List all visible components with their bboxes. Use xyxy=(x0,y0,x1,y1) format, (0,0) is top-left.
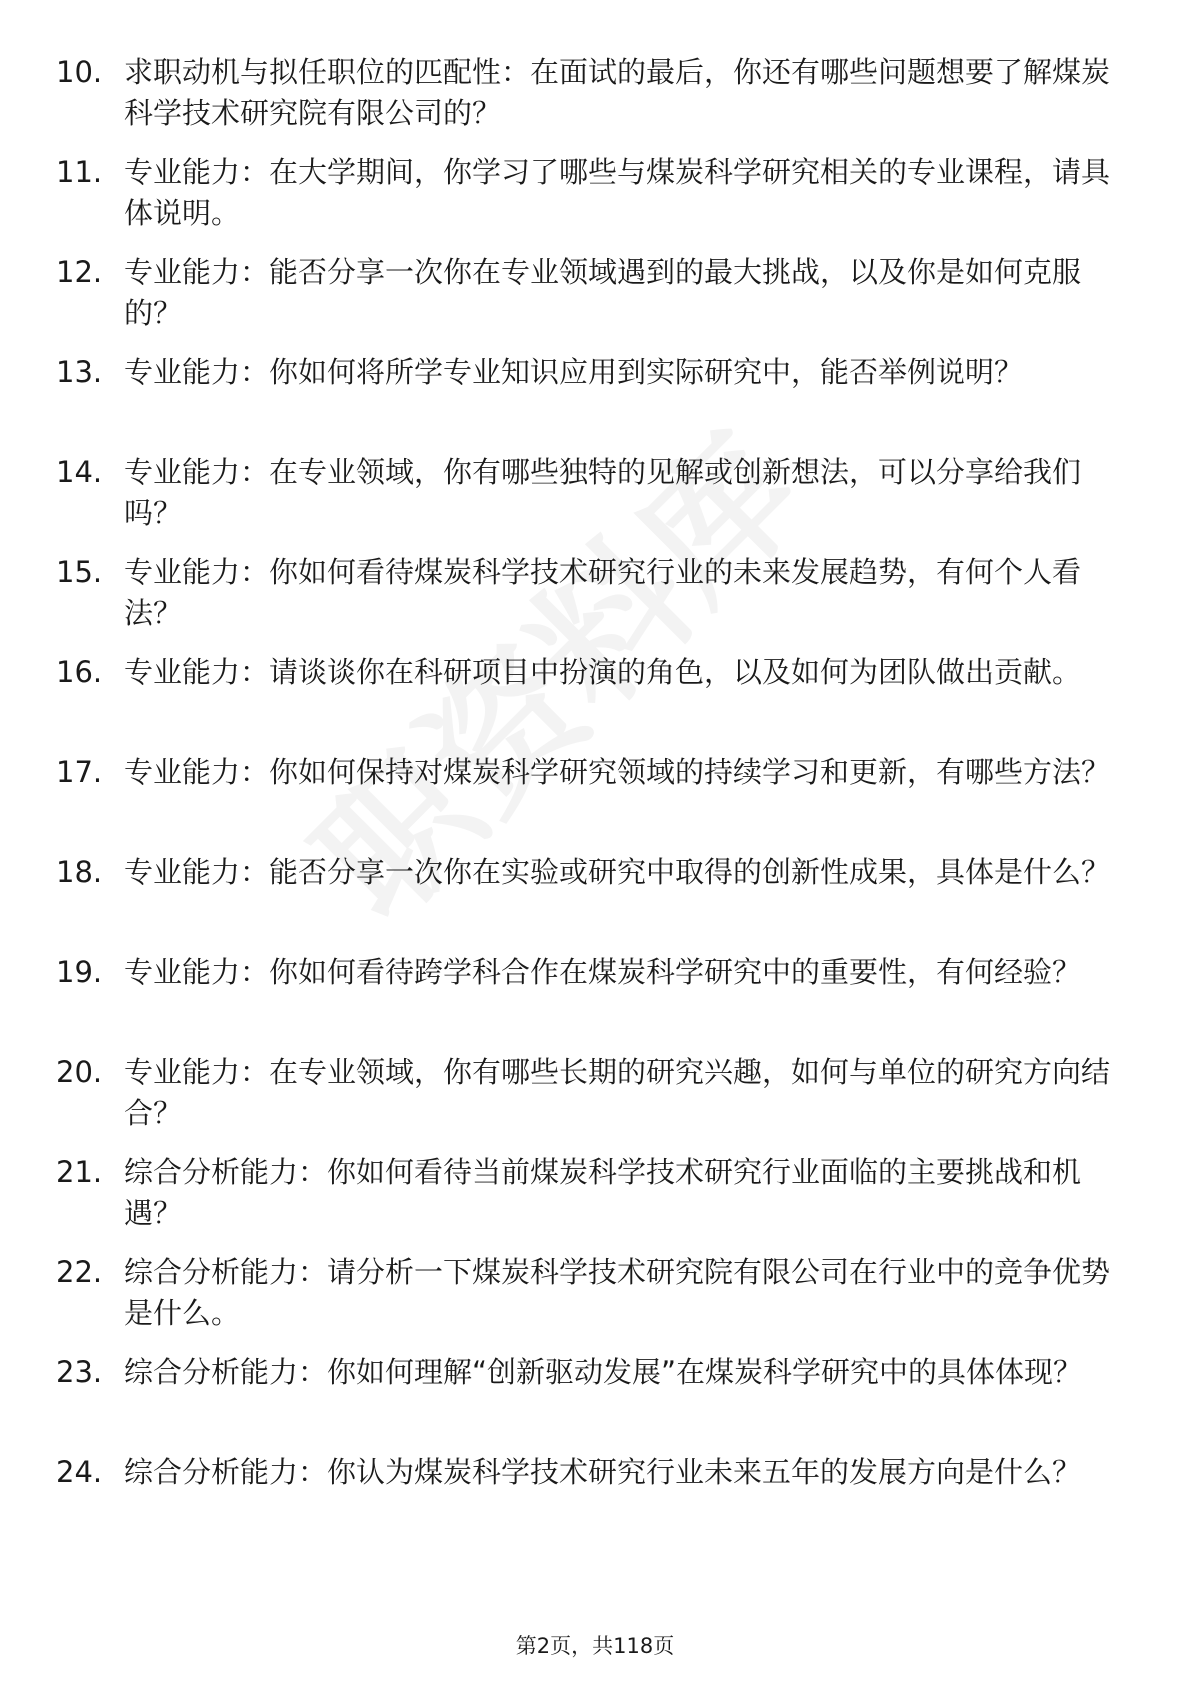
question-number: 13. xyxy=(56,355,103,389)
question-text: 专业能力：请谈谈你在科研项目中扮演的角色，以及如何为团队做出贡献。 xyxy=(124,655,1082,689)
question-number: 24. xyxy=(56,1455,103,1489)
question-number: 16. xyxy=(56,655,103,689)
list-item xyxy=(56,152,1116,252)
question-text: 综合分析能力：你如何理解“创新驱动发展”在煤炭科学研究中的具体体现？ xyxy=(124,1355,1083,1389)
question-text: 专业能力：在专业领域，你有哪些独特的见解或创新想法，可以分享给我们吗？ xyxy=(124,455,1082,530)
question-number: 15. xyxy=(56,555,103,589)
question-number: 18. xyxy=(56,855,103,889)
list-item xyxy=(56,752,1116,852)
question-list xyxy=(56,52,1116,1552)
list-item xyxy=(56,552,1116,652)
question-number: 11. xyxy=(56,155,103,189)
question-text: 专业能力：能否分享一次你在实验或研究中取得的创新性成果，具体是什么？ xyxy=(124,855,1111,889)
list-item xyxy=(56,852,1116,952)
question-number: 17. xyxy=(56,755,103,789)
question-number: 19. xyxy=(56,955,103,989)
question-text: 综合分析能力：你如何看待当前煤炭科学技术研究行业面临的主要挑战和机遇？ xyxy=(124,1155,1082,1230)
question-text: 专业能力：在大学期间，你学习了哪些与煤炭科学研究相关的专业课程，请具体说明。 xyxy=(124,155,1111,230)
page-indicator: 第2页，共118页 xyxy=(515,1634,675,1658)
question-text: 综合分析能力：请分析一下煤炭科学技术研究院有限公司在行业中的竞争优势是什么。 xyxy=(124,1255,1111,1330)
question-text: 专业能力：你如何将所学专业知识应用到实际研究中，能否举例说明？ xyxy=(124,355,1024,389)
question-number: 22. xyxy=(56,1255,103,1289)
question-text: 专业能力：在专业领域，你有哪些长期的研究兴趣，如何与单位的研究方向结合？ xyxy=(124,1055,1111,1130)
question-text: 综合分析能力：你认为煤炭科学技术研究行业未来五年的发展方向是什么？ xyxy=(124,1455,1082,1489)
list-item xyxy=(56,352,1116,452)
list-item xyxy=(56,1452,1116,1552)
list-item xyxy=(56,1352,1116,1452)
question-number: 20. xyxy=(56,1055,103,1089)
list-item xyxy=(56,1152,1116,1252)
question-number: 23. xyxy=(56,1355,103,1389)
question-number: 12. xyxy=(56,255,103,289)
question-number: 21. xyxy=(56,1155,103,1189)
question-text: 专业能力：你如何看待煤炭科学技术研究行业的未来发展趋势，有何个人看法？ xyxy=(124,555,1082,630)
list-item xyxy=(56,1252,1116,1352)
list-item xyxy=(56,1052,1116,1152)
question-text: 专业能力：你如何看待跨学科合作在煤炭科学研究中的重要性，有何经验？ xyxy=(124,955,1082,989)
question-text: 专业能力：你如何保持对煤炭科学研究领域的持续学习和更新，有哪些方法？ xyxy=(124,755,1111,789)
list-item xyxy=(56,52,1116,152)
question-number: 10. xyxy=(56,55,103,89)
question-text: 专业能力：能否分享一次你在专业领域遇到的最大挑战，以及你是如何克服的？ xyxy=(124,255,1082,330)
question-number: 14. xyxy=(56,455,103,489)
list-item xyxy=(56,652,1116,752)
list-item xyxy=(56,952,1116,1052)
list-item xyxy=(56,252,1116,352)
list-item xyxy=(56,452,1116,552)
question-text: 求职动机与拟任职位的匹配性：在面试的最后，你还有哪些问题想要了解煤炭科学技术研究院有限公司的？ xyxy=(124,55,1111,130)
